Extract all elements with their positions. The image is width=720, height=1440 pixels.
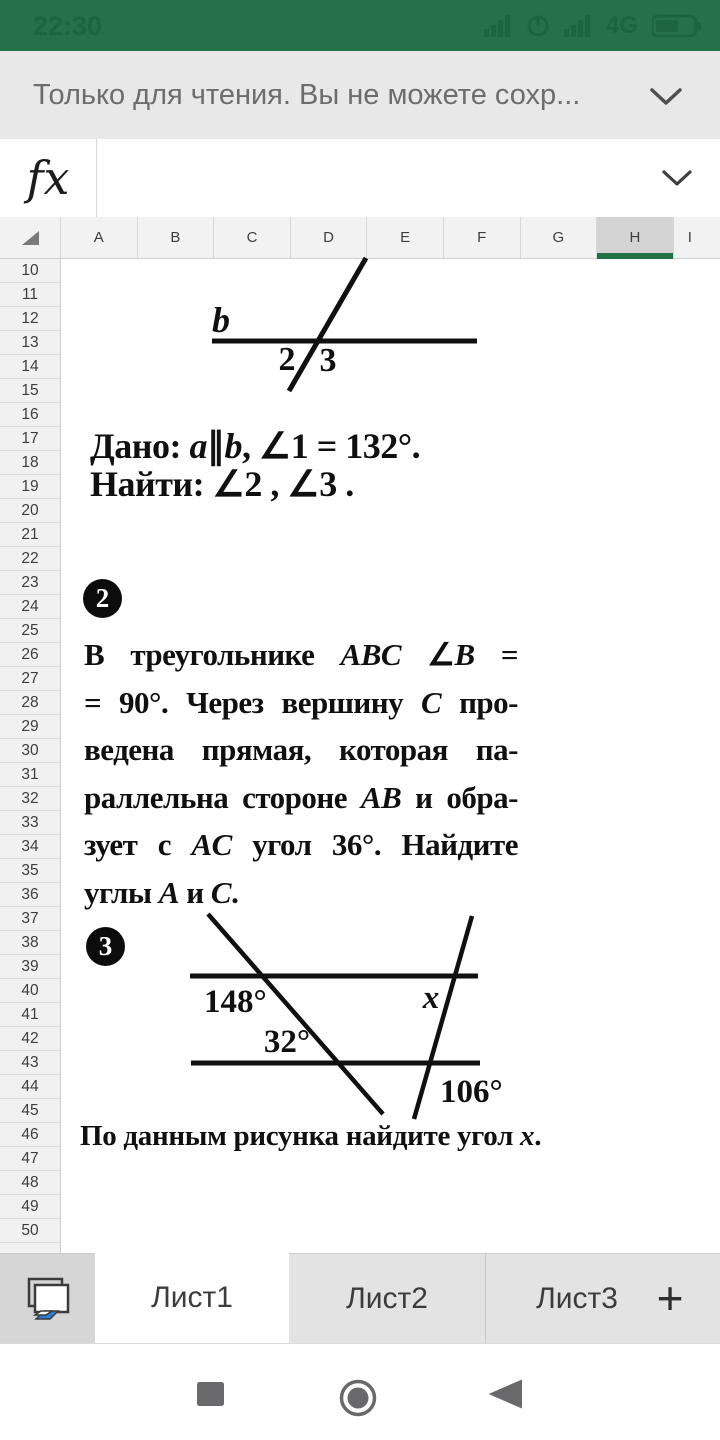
- row-header-14[interactable]: 14: [0, 355, 60, 379]
- column-header-F[interactable]: F: [444, 217, 521, 258]
- row-header-47[interactable]: 47: [0, 1147, 60, 1171]
- read-only-message: Только для чтения. Вы не можете сохр...: [33, 78, 581, 111]
- add-sheet-button[interactable]: +: [656, 1272, 684, 1324]
- sheet-switcher-button[interactable]: [0, 1253, 95, 1343]
- row-header-28[interactable]: 28: [0, 691, 60, 715]
- row-header-23[interactable]: 23: [0, 571, 60, 595]
- row-header-15[interactable]: 15: [0, 379, 60, 403]
- problem2-number-badge: 2: [83, 579, 122, 618]
- row-header-12[interactable]: 12: [0, 307, 60, 331]
- row-header-16[interactable]: 16: [0, 403, 60, 427]
- row-header-20[interactable]: 20: [0, 499, 60, 523]
- column-header-E[interactable]: E: [367, 217, 444, 258]
- column-header-H[interactable]: H: [597, 217, 674, 258]
- recents-button[interactable]: [197, 1382, 224, 1406]
- row-header-44[interactable]: 44: [0, 1075, 60, 1099]
- row-header-30[interactable]: 30: [0, 739, 60, 763]
- row-header-10[interactable]: 10: [0, 259, 60, 283]
- formula-chevron-down-icon[interactable]: [662, 170, 692, 187]
- signal-bars-2-icon: [564, 15, 592, 37]
- tab-Лист3[interactable]: Лист3: [485, 1253, 720, 1343]
- problem2-line-4: раллельна стороне AB и обра-: [84, 779, 518, 815]
- row-header-21[interactable]: 21: [0, 523, 60, 547]
- problem2-line-3: ведена прямая, которая па-: [84, 732, 518, 767]
- row-header-19[interactable]: 19: [0, 475, 60, 499]
- column-header-row: [0, 217, 720, 259]
- row-header-48[interactable]: 48: [0, 1171, 60, 1195]
- problem2-line-2: = 90°. Через вершину C про-: [84, 684, 518, 720]
- android-status-bar: [0, 0, 720, 51]
- fx-button[interactable]: [0, 139, 97, 217]
- column-header-G[interactable]: G: [521, 217, 598, 258]
- problem3-number-badge: 3: [86, 927, 125, 966]
- problem2-line-5: зует с AC угол 36°. Найдите: [84, 827, 518, 862]
- row-header-40[interactable]: 40: [0, 979, 60, 1003]
- signal-bars-icon: [484, 15, 512, 37]
- row-header-34[interactable]: 34: [0, 835, 60, 859]
- row-header-25[interactable]: 25: [0, 619, 60, 643]
- problem2-line-1: В треугольнике ABC ∠B =: [84, 637, 519, 672]
- column-header-I[interactable]: I: [687, 229, 692, 246]
- row-header-17[interactable]: 17: [0, 427, 60, 451]
- tab-Лист2[interactable]: Лист2: [289, 1253, 485, 1343]
- chevron-down-icon[interactable]: [650, 88, 682, 106]
- read-only-banner[interactable]: [0, 51, 720, 139]
- column-header-B[interactable]: B: [138, 217, 215, 258]
- row-header-49[interactable]: 49: [0, 1195, 60, 1219]
- sheets-icon: [22, 1275, 74, 1323]
- column-header-C[interactable]: C: [214, 217, 291, 258]
- select-all-button[interactable]: [0, 217, 61, 258]
- row-header-18[interactable]: 18: [0, 451, 60, 475]
- sheet-tab-bar: [0, 1253, 720, 1343]
- angle-x-label: x: [422, 980, 440, 1016]
- problem3-figure: [170, 900, 510, 1140]
- problem1-find: Найти: ∠2 , ∠3 .: [90, 464, 354, 504]
- row-header-13[interactable]: 13: [0, 331, 60, 355]
- row-header-26[interactable]: 26: [0, 643, 60, 667]
- row-header-42[interactable]: 42: [0, 1027, 60, 1051]
- row-header-41[interactable]: 41: [0, 1003, 60, 1027]
- row-header-33[interactable]: 33: [0, 811, 60, 835]
- formula-bar: [0, 139, 720, 217]
- fx-icon: fx: [26, 151, 70, 205]
- tab-Лист1[interactable]: Лист1: [95, 1253, 289, 1343]
- row-header-45[interactable]: 45: [0, 1099, 60, 1123]
- clock: 22:30: [33, 11, 103, 41]
- network-type-label: 4G: [605, 11, 638, 39]
- angle-148-label: 148°: [204, 984, 267, 1020]
- angle-32-label: 32°: [263, 1024, 311, 1060]
- row-header-37[interactable]: 37: [0, 907, 60, 931]
- problem1-given: Дано: a∥b, ∠1 = 132°.: [90, 426, 421, 466]
- row-header-35[interactable]: 35: [0, 859, 60, 883]
- status-icons: [484, 0, 702, 51]
- row-header-50[interactable]: 50: [0, 1219, 60, 1243]
- select-all-triangle-icon: [22, 230, 39, 245]
- column-header-D[interactable]: D: [291, 217, 368, 258]
- row-header-43[interactable]: 43: [0, 1051, 60, 1075]
- row-header-27[interactable]: 27: [0, 667, 60, 691]
- problem2-line-6: углы A и C.: [84, 874, 239, 910]
- row-header-22[interactable]: 22: [0, 547, 60, 571]
- row-header-39[interactable]: 39: [0, 955, 60, 979]
- row-header-46[interactable]: 46: [0, 1123, 60, 1147]
- home-button[interactable]: [339, 1379, 377, 1417]
- angle-106-label: 106°: [440, 1074, 503, 1110]
- row-header-24[interactable]: 24: [0, 595, 60, 619]
- back-button[interactable]: [487, 1378, 524, 1410]
- line-b-label: b: [212, 300, 230, 340]
- spreadsheet-grid: [0, 259, 720, 1253]
- problem1-figure: [170, 257, 500, 402]
- android-nav-bar: [0, 1343, 720, 1440]
- battery-icon: [652, 14, 702, 38]
- row-header-31[interactable]: 31: [0, 763, 60, 787]
- problem2-text: [84, 631, 518, 916]
- problem3-caption: По данным рисунка найдите угол x.: [80, 1120, 542, 1152]
- row-header-38[interactable]: 38: [0, 931, 60, 955]
- formula-input[interactable]: [97, 139, 657, 217]
- row-header-32[interactable]: 32: [0, 787, 60, 811]
- row-header-11[interactable]: 11: [0, 283, 60, 307]
- row-header-36[interactable]: 36: [0, 883, 60, 907]
- angle-3-label: 3: [319, 342, 337, 379]
- row-header-column: [0, 259, 61, 1253]
- angle-2-label: 2: [278, 341, 296, 378]
- data-saver-icon: [526, 14, 550, 38]
- row-header-29[interactable]: 29: [0, 715, 60, 739]
- column-header-A[interactable]: A: [61, 217, 138, 258]
